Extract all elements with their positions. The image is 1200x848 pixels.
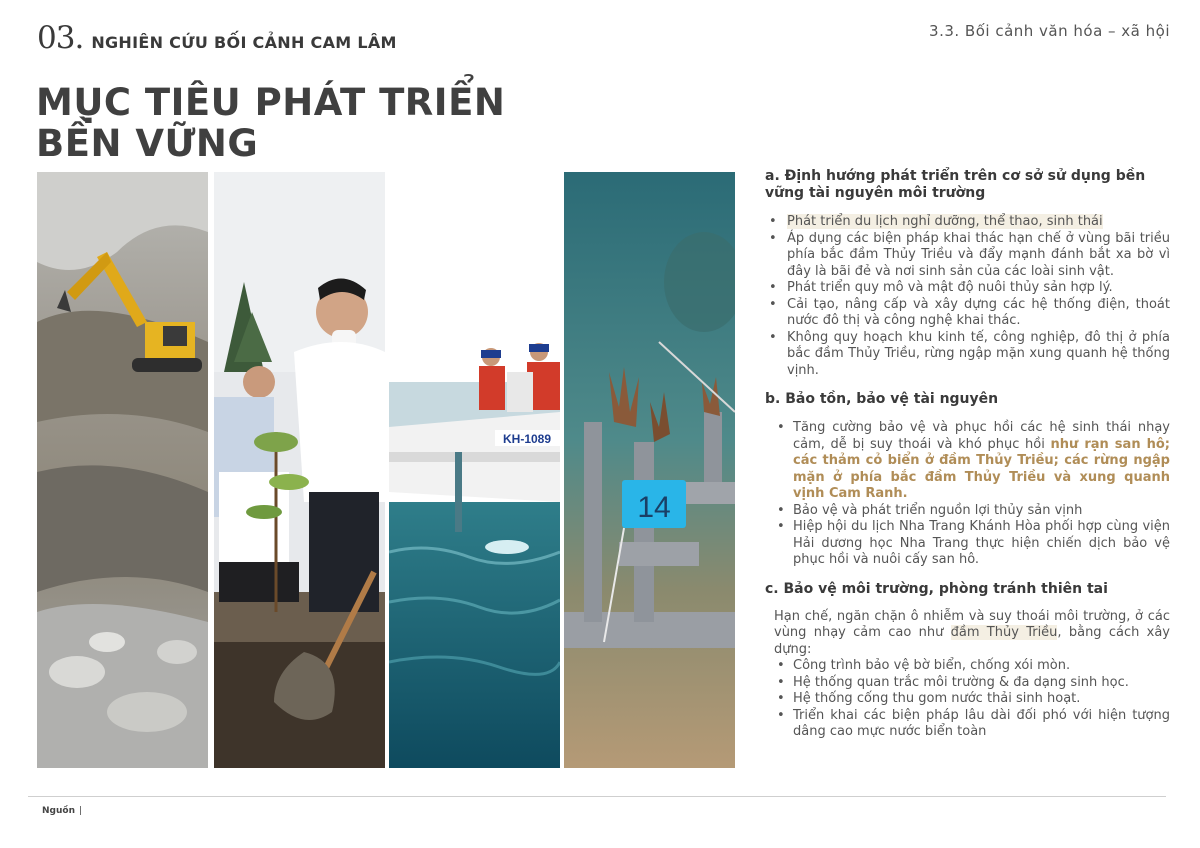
chapter-title: NGHIÊN CỨU BỐI CẢNH CAM LÂM [91,33,397,52]
coral-nursery-photo [564,172,735,768]
page-title [36,82,505,164]
coral-tag-number: 14 [637,491,671,524]
list-item: • Không quy hoạch khu kinh tế, công nghiệp, đô thị ở phía bắc đầm Thủy Triều, rừng ngập mặn xung quanh hệ thống vịnh. [765,330,1170,380]
list-item: • Bảo vệ và phát triển nguồn lợi thủy sản vịnh [774,503,1170,520]
section-c-title: c. Bảo vệ môi trường, phòng tránh thiên tai [765,580,1108,597]
list-item: • Tăng cường bảo vệ và phục hồi các hệ sinh thái nhạy cảm, dễ bị suy thoái và khó phục hồi như rạn san hô; các thảm cỏ biển ở đầm Thủy Triều; các rừng ngập mặn ở phía bắc đầm Thủy Triều và xung quanh vịnh Cam Ranh. [774,420,1170,503]
list-item: • Cải tạo, nâng cấp và xây dựng các hệ thống điện, thoát nước đô thị và công nghệ khai thác. [765,297,1170,330]
footer-source [42,806,82,816]
tree-planting-photo [214,172,385,768]
content-column [765,168,1170,741]
list-item: • Hệ thống cống thu gom nước thải sinh hoạt. [774,691,1170,708]
section-a-list [765,214,1170,379]
list-item: • Công trình bảo vệ bờ biển, chống xói mòn. [774,658,1170,675]
footer-divider [28,796,1166,797]
quarry-excavator-photo [37,172,208,768]
section-b-title: b. Bảo tồn, bảo vệ tài nguyên [765,391,999,407]
section-c-list [774,658,1170,741]
source-label: Nguồn [42,806,75,816]
chapter-number: 03. [37,20,84,56]
list-item: • Hệ thống quan trắc môi trường & đa dạng sinh học. [774,675,1170,692]
source-separator: | [78,806,83,816]
list-item: • Hiệp hội du lịch Nha Trang Khánh Hòa phối hợp cùng viện Hải dương học Nha Trang thực hiện chiến dịch bảo vệ phục hồi và nuôi cấy san hô. [774,519,1170,569]
emphasis-text: như rạn san hô; các thảm cỏ biển ở đầm Thủy Triều; các rừng ngập mặn ở phía bắc đầm Thủy Triều và xung quanh vịnh Cam Ranh. [793,436,1170,501]
section-a-title: a. Định hướng phát triển trên cơ sở sử dụng bền vững tài nguyên môi trường [765,168,1146,201]
page-title-line-1: MỤC TIÊU PHÁT TRIỂN [36,81,506,124]
list-item: • Áp dụng các biện pháp khai thác hạn chế ở vùng bãi triều phía bắc đầm Thủy Triều và đẩy mạnh đánh bắt xa bờ vì đây là bãi đẻ và nơi sinh sản của các loài sinh vật. [765,231,1170,281]
boat-release-photo [389,172,560,768]
list-item: • Triển khai các biện pháp lâu dài đối phó với hiện tượng dâng cao mực nước biển toàn [774,708,1170,741]
section-c-intro: Hạn chế, ngăn chặn ô nhiễm và suy thoái môi trường, ở các vùng nhạy cảm cao như đầm Thủy Triều, bằng cách xây dựng: [774,608,1171,657]
list-item: • Phát triển quy mô và mật độ nuôi thủy sản hợp lý. [765,280,1170,297]
page-title-line-2: BỀN VỮNG [36,122,259,165]
chapter-header [37,20,397,56]
section-b-list [774,420,1170,569]
section-label: 3.3. Bối cảnh văn hóa – xã hội [929,22,1170,40]
boat-id-label: KH-1089 [502,432,552,446]
list-item: • Phát triển du lịch nghỉ dưỡng, thể thao, sinh thái [765,214,1170,231]
